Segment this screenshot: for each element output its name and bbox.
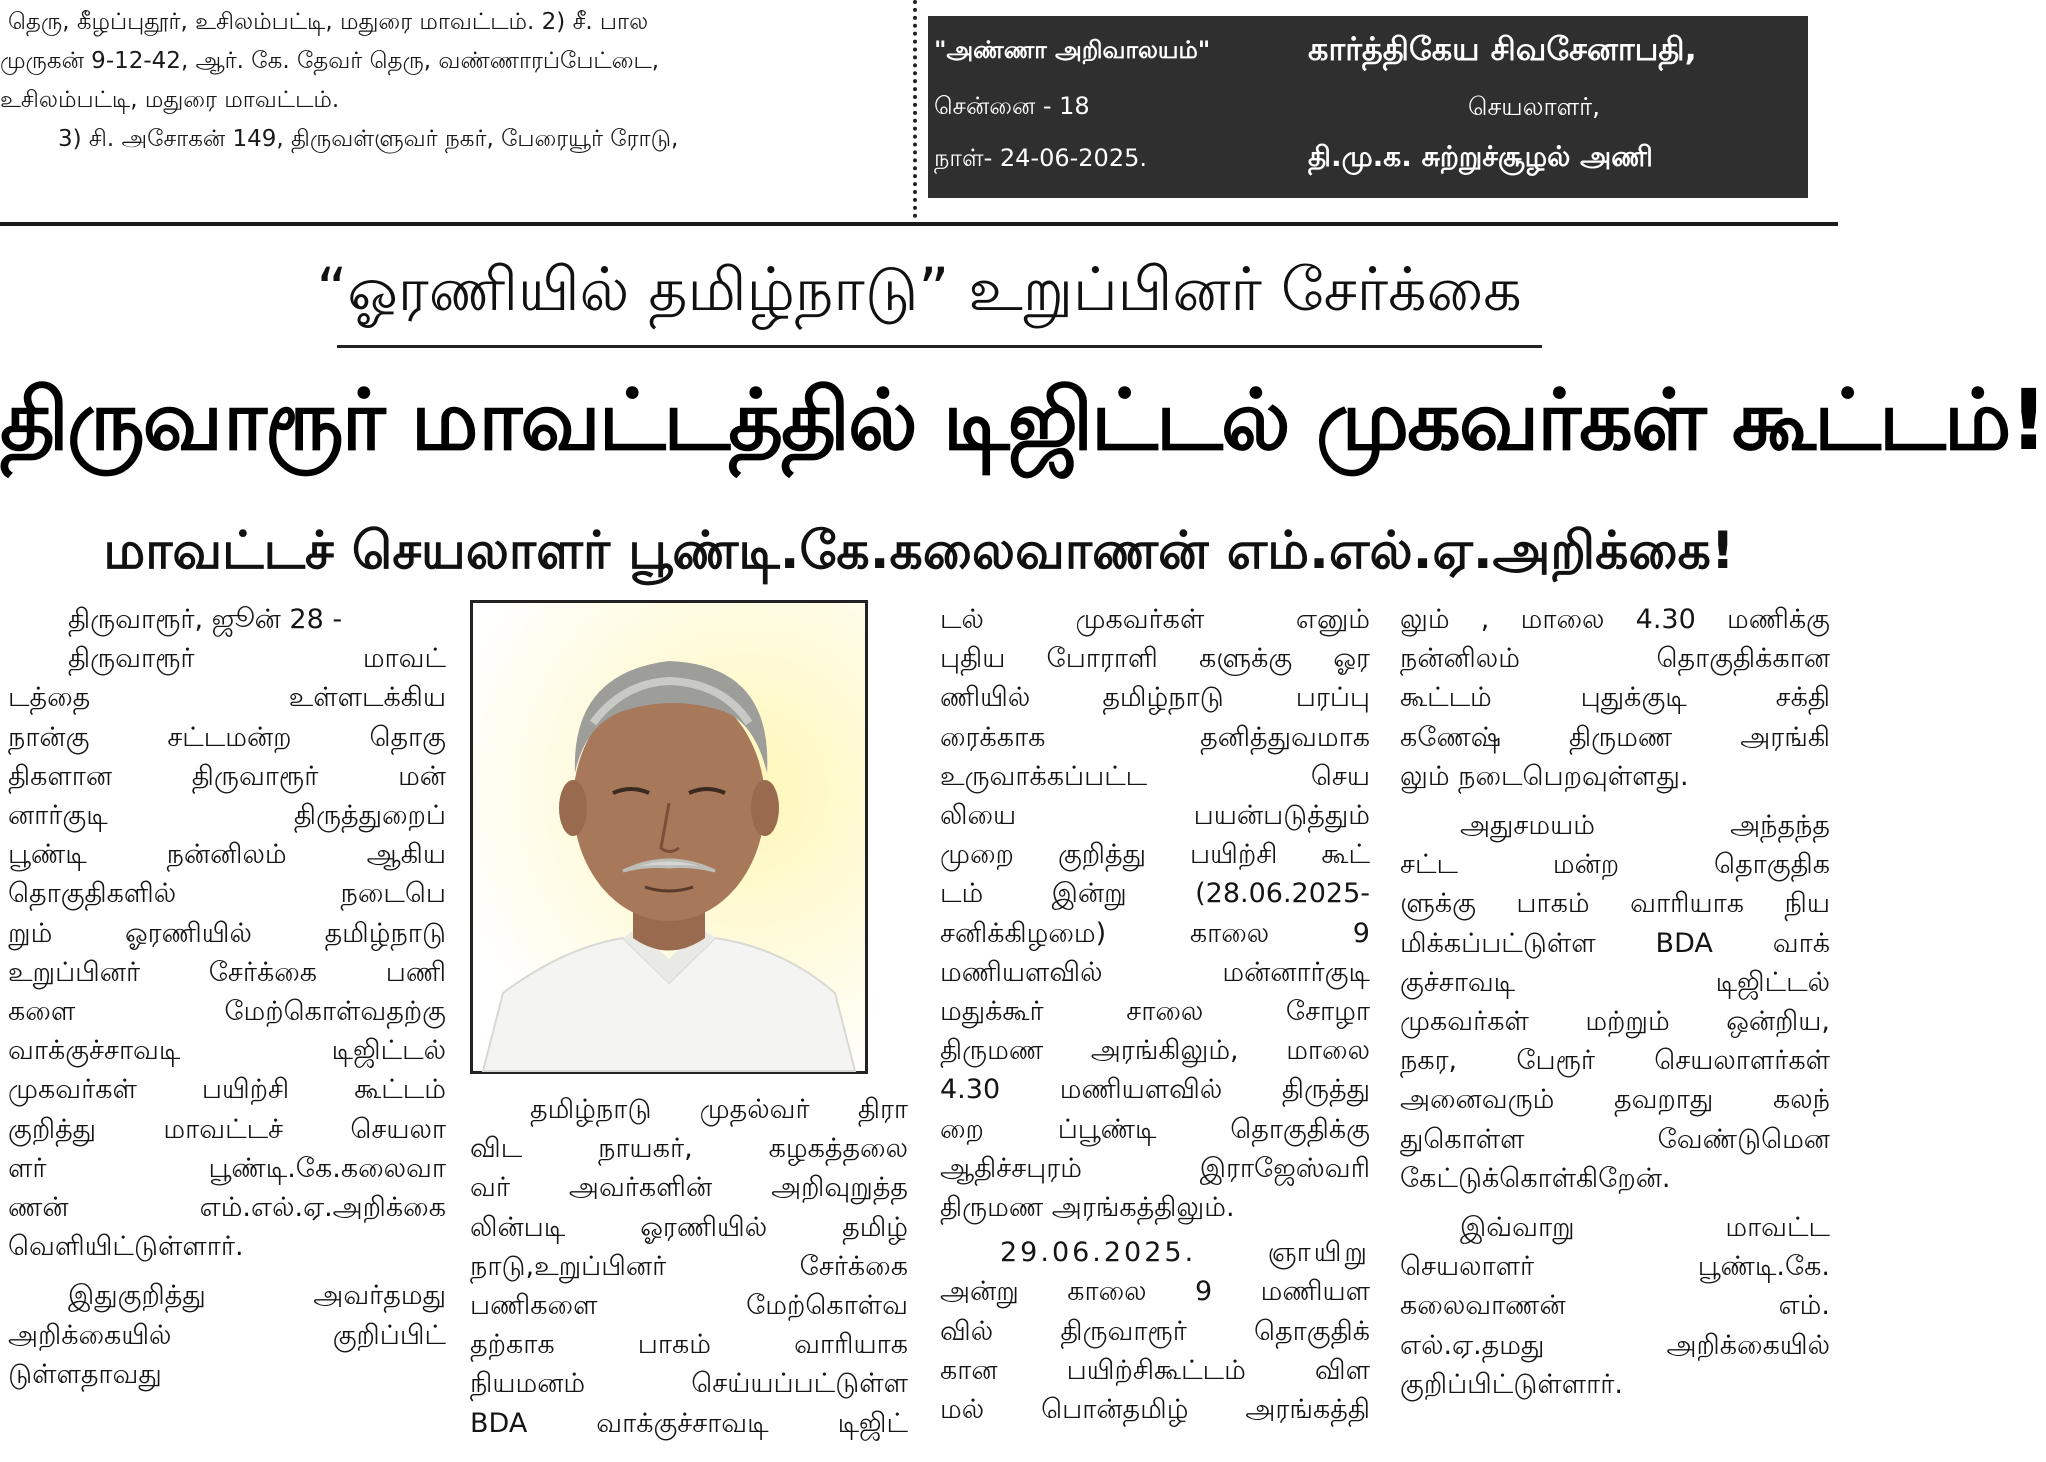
body-line: கேட்டுக்கொள்கிறேன். bbox=[1400, 1162, 1671, 1194]
body-line: தமிழ்நாடு முதல்வர் திரா bbox=[530, 1094, 908, 1125]
body-line: இதுகுறித்து அவர்தமது bbox=[68, 1280, 446, 1312]
column-divider bbox=[913, 0, 917, 218]
body-line: மணியளவில் மன்னார்குடி bbox=[940, 956, 1370, 988]
notice-signatory-role: செயலாளர், bbox=[1468, 92, 1601, 121]
body-line: முகவர்கள் பயிற்சி கூட்டம் bbox=[8, 1074, 446, 1106]
body-line: உருவாக்கப்பட்ட செய bbox=[940, 760, 1370, 792]
body-line: திருமண அரங்கிலும், மாலை bbox=[940, 1035, 1370, 1067]
notice-signatory-name: கார்த்திகேய சிவசேனாபதி, bbox=[1308, 30, 1697, 68]
body-line: வர் அவர்களின் அறிவுறுத்த bbox=[470, 1172, 908, 1204]
body-line: பூண்டி நன்னிலம் ஆகிய bbox=[8, 839, 446, 871]
body-line: முறை குறித்து பயிற்சி கூட் bbox=[940, 839, 1370, 871]
body-line: ளர் பூண்டி.கே.கலைவா bbox=[8, 1152, 446, 1184]
article-column-1 bbox=[8, 600, 446, 1394]
body-line: கலைவாணன் எம். bbox=[1400, 1290, 1830, 1322]
body-line: நான்கு சட்டமன்ற தொகு bbox=[8, 721, 446, 753]
fragment-line: முருகன் 9-12-42, ஆர். கே. தேவர் தெரு, வண்ணாரப்பேட்டை, bbox=[0, 48, 660, 74]
body-line: கூட்டம் புதுக்குடி சக்தி bbox=[1400, 682, 1830, 714]
body-line: நகர, பேரூர் செயலாளர்கள் bbox=[1400, 1045, 1830, 1077]
notice-date: நாள்- 24-06-2025. bbox=[934, 144, 1147, 172]
body-line: புதிய போராளி களுக்கு ஓர bbox=[940, 643, 1370, 675]
body-line: திகளான திருவாரூர் மன் bbox=[8, 760, 446, 792]
body-line: குறித்து மாவட்டச் செயலா bbox=[8, 1113, 446, 1145]
body-line: சனிக்கிழமை) காலை 9 bbox=[940, 917, 1370, 949]
body-line: BDA வாக்குச்சாவடி டிஜிட் bbox=[470, 1407, 908, 1439]
body-line: ணன் எம்.எல்.ஏ.அறிக்கை bbox=[8, 1192, 446, 1224]
body-line: டல் முகவர்கள் எனும் bbox=[940, 604, 1370, 635]
article-column-3 bbox=[940, 600, 1370, 1429]
body-line: திருவாரூர் மாவட் bbox=[68, 643, 446, 675]
body-line: மதுக்கூர் சாலை சோழா bbox=[940, 996, 1370, 1028]
notice-signatory-wing: தி.மு.க. சுற்றுச்சூழல் அணி bbox=[1308, 140, 1653, 173]
fragment-line: 3) சி. அசோகன் 149, திருவள்ளுவர் நகர், பேரையூர் ரோடு, bbox=[58, 126, 679, 152]
body-line: மல் பொன்தமிழ் அரங்கத்தி bbox=[940, 1394, 1370, 1426]
body-line: சட்ட மன்ற தொகுதிக bbox=[1400, 849, 1830, 881]
body-line: வில் திருவாரூர் தொகுதிக் bbox=[940, 1315, 1370, 1347]
body-line: 4.30 மணியளவில் திருத்து bbox=[940, 1074, 1370, 1106]
previous-article-fragment bbox=[0, 0, 895, 185]
body-line: திருமண அரங்கத்திலும். bbox=[940, 1192, 1235, 1224]
body-line: இவ்வாறு மாவட்ட bbox=[1460, 1212, 1830, 1244]
dateline: திருவாரூர், ஜூன் 28 - bbox=[68, 604, 343, 635]
body-line: வெளியிட்டுள்ளார். bbox=[8, 1231, 244, 1263]
notice-place: "அண்ணா அறிவாலயம்" bbox=[934, 36, 1211, 64]
body-line: முகவர்கள் மற்றும் ஒன்றிய, bbox=[1400, 1006, 1830, 1038]
body-line: களை மேற்கொள்வதற்கு bbox=[8, 996, 446, 1028]
body-line: கணேஷ் திருமண அரங்கி bbox=[1400, 721, 1830, 753]
body-line: துகொள்ள வேண்டுமென bbox=[1400, 1123, 1830, 1155]
body-line: டுள்ளதாவது bbox=[8, 1358, 162, 1390]
body-line: வாக்குச்சாவடி டிஜிட்டல் bbox=[8, 1035, 446, 1067]
body-line: விட நாயகர், கழகத்தலை bbox=[470, 1133, 908, 1165]
body-line: நன்னிலம் தொகுதிக்கான bbox=[1400, 643, 1830, 675]
body-line: றும் ஓரணியில் தமிழ்நாடு bbox=[8, 917, 446, 949]
body-line: அதுசமயம் அந்தந்த bbox=[1460, 810, 1830, 842]
article-headline: திருவாரூர் மாவட்டத்தில் டிஜிட்டல் முகவர்கள் கூட்டம்! bbox=[0, 371, 2046, 469]
portrait-photo bbox=[470, 600, 868, 1074]
body-line: ளுக்கு பாகம் வாரியாக நிய bbox=[1400, 888, 1830, 920]
body-line: றை ப்பூண்டி தொகுதிக்கு bbox=[940, 1113, 1370, 1145]
kicker-underline bbox=[337, 345, 1542, 348]
body-line: ரைக்காக தனித்துவமாக bbox=[940, 721, 1370, 753]
body-line: தொகுதிகளில் நடைபெ bbox=[8, 878, 446, 910]
body-line: எல்.ஏ.தமது அறிக்கையில் bbox=[1400, 1329, 1830, 1361]
body-line: னார்குடி திருத்துறைப் bbox=[8, 800, 446, 832]
body-line: செயலாளர் பூண்டி.கே. bbox=[1400, 1251, 1830, 1283]
section-rule bbox=[0, 222, 1838, 226]
body-line: லியை பயன்படுத்தும் bbox=[940, 800, 1370, 832]
body-line: 29.06.2025. ஞாயிறு bbox=[1000, 1237, 1370, 1269]
body-line: கான பயிற்சிகூட்டம் விள bbox=[940, 1354, 1370, 1386]
body-line: லும் , மாலை 4.30 மணிக்கு bbox=[1400, 604, 1830, 635]
body-line: அன்று காலை 9 மணியள bbox=[940, 1276, 1370, 1308]
body-line: அனைவரும் தவறாது கலந் bbox=[1400, 1084, 1830, 1116]
body-line: லும் நடைபெறவுள்ளது. bbox=[1400, 760, 1689, 792]
body-line: பணிகளை மேற்கொள்வ bbox=[470, 1290, 908, 1322]
portrait-illustration bbox=[473, 603, 865, 1071]
notice-city: சென்னை - 18 bbox=[934, 92, 1090, 120]
body-line: உறுப்பினர் சேர்க்கை பணி bbox=[8, 956, 446, 988]
body-line: மிக்கப்பட்டுள்ள BDA வாக் bbox=[1400, 927, 1830, 959]
fragment-line: தெரு, கீழப்புதூர், உசிலம்பட்டி, மதுரை மாவட்டம். 2) சீ. பால bbox=[8, 9, 649, 35]
article-subhead: மாவட்டச் செயலாளர் பூண்டி.கே.கலைவாணன் எம்.எல்.ஏ.அறிக்கை! bbox=[103, 521, 1735, 581]
body-line: ஆதிச்சபுரம் இராஜேஸ்வரி bbox=[940, 1152, 1370, 1184]
body-line: தற்காக பாகம் வாரியாக bbox=[470, 1329, 908, 1361]
article-column-4 bbox=[1400, 600, 1830, 1404]
article-kicker: “ஓரணியில் தமிழ்நாடு” உறுப்பினர் சேர்க்கை bbox=[316, 255, 1522, 325]
body-line: அறிக்கையில் குறிப்பிட் bbox=[8, 1319, 446, 1351]
fragment-line: உசிலம்பட்டி, மதுரை மாவட்டம். bbox=[0, 87, 340, 113]
body-line: குச்சாவடி டிஜிட்டல் bbox=[1400, 966, 1830, 998]
body-line: நாடு,உறுப்பினர் சேர்க்கை bbox=[470, 1250, 908, 1282]
body-line: ணியில் தமிழ்நாடு பரப்பு bbox=[940, 682, 1370, 714]
body-line: டத்தை உள்ளடக்கிய bbox=[8, 682, 446, 714]
body-line: லின்படி ஓரணியில் தமிழ் bbox=[470, 1211, 908, 1243]
article-column-2 bbox=[470, 1090, 908, 1443]
body-line: டம் இன்று (28.06.2025- bbox=[940, 878, 1370, 910]
body-line: குறிப்பிட்டுள்ளார். bbox=[1400, 1368, 1623, 1400]
body-line: நியமனம் செய்யப்பட்டுள்ள bbox=[470, 1368, 908, 1400]
party-notice-box bbox=[928, 16, 1808, 198]
